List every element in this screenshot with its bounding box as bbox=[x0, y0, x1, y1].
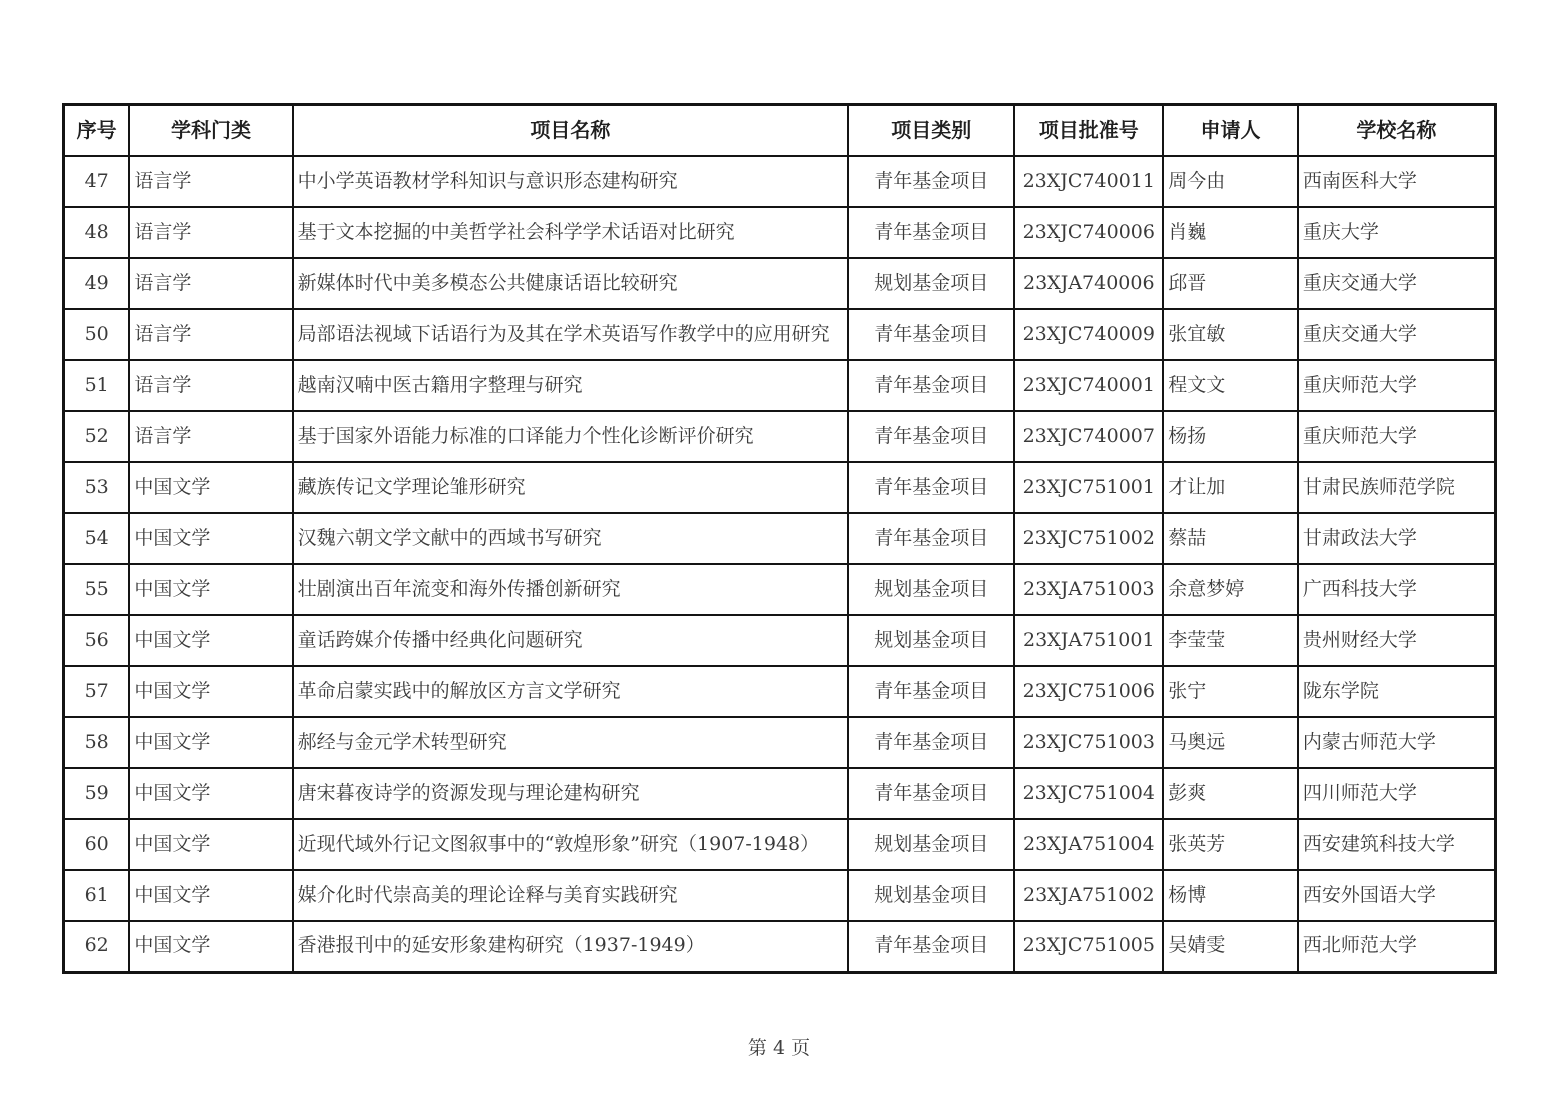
cell-index: 61 bbox=[64, 870, 130, 921]
cell-school-name: 甘肃政法大学 bbox=[1298, 513, 1496, 564]
cell-school-name: 甘肃民族师范学院 bbox=[1298, 462, 1496, 513]
cell-school-name: 重庆师范大学 bbox=[1298, 411, 1496, 462]
cell-project-name: 藏族传记文学理论雏形研究 bbox=[293, 462, 849, 513]
cell-project-name: 基于国家外语能力标准的口译能力个性化诊断评价研究 bbox=[293, 411, 849, 462]
col-header-project-type: 项目类别 bbox=[848, 105, 1014, 157]
cell-project-type: 规划基金项目 bbox=[848, 819, 1014, 870]
cell-index: 59 bbox=[64, 768, 130, 819]
cell-discipline: 中国文学 bbox=[129, 717, 292, 768]
cell-discipline: 语言学 bbox=[129, 411, 292, 462]
cell-approval-no: 23XJA740006 bbox=[1014, 258, 1163, 309]
cell-school-name: 广西科技大学 bbox=[1298, 564, 1496, 615]
cell-project-type: 规划基金项目 bbox=[848, 615, 1014, 666]
cell-approval-no: 23XJC751006 bbox=[1014, 666, 1163, 717]
cell-applicant: 邱晋 bbox=[1163, 258, 1298, 309]
cell-applicant: 程文文 bbox=[1163, 360, 1298, 411]
table-row bbox=[64, 207, 1496, 258]
table-row bbox=[64, 666, 1496, 717]
cell-index: 53 bbox=[64, 462, 130, 513]
cell-project-type: 青年基金项目 bbox=[848, 309, 1014, 360]
cell-discipline: 中国文学 bbox=[129, 615, 292, 666]
cell-project-type: 青年基金项目 bbox=[848, 921, 1014, 972]
table-row bbox=[64, 156, 1496, 207]
cell-approval-no: 23XJC751001 bbox=[1014, 462, 1163, 513]
cell-discipline: 语言学 bbox=[129, 207, 292, 258]
cell-project-type: 青年基金项目 bbox=[848, 411, 1014, 462]
table-row bbox=[64, 768, 1496, 819]
cell-discipline: 中国文学 bbox=[129, 768, 292, 819]
cell-discipline: 中国文学 bbox=[129, 564, 292, 615]
cell-approval-no: 23XJC751003 bbox=[1014, 717, 1163, 768]
table-row bbox=[64, 717, 1496, 768]
cell-project-name: 革命启蒙实践中的解放区方言文学研究 bbox=[293, 666, 849, 717]
cell-approval-no: 23XJA751001 bbox=[1014, 615, 1163, 666]
table-row bbox=[64, 462, 1496, 513]
cell-project-type: 青年基金项目 bbox=[848, 462, 1014, 513]
table-row bbox=[64, 411, 1496, 462]
cell-applicant: 周今由 bbox=[1163, 156, 1298, 207]
cell-project-name: 汉魏六朝文学文献中的西域书写研究 bbox=[293, 513, 849, 564]
cell-index: 47 bbox=[64, 156, 130, 207]
table-row bbox=[64, 819, 1496, 870]
col-header-discipline: 学科门类 bbox=[129, 105, 292, 157]
cell-school-name: 西南医科大学 bbox=[1298, 156, 1496, 207]
cell-applicant: 杨扬 bbox=[1163, 411, 1298, 462]
cell-school-name: 重庆交通大学 bbox=[1298, 309, 1496, 360]
cell-school-name: 西安外国语大学 bbox=[1298, 870, 1496, 921]
cell-applicant: 马奥远 bbox=[1163, 717, 1298, 768]
cell-project-type: 规划基金项目 bbox=[848, 564, 1014, 615]
cell-index: 56 bbox=[64, 615, 130, 666]
cell-discipline: 中国文学 bbox=[129, 666, 292, 717]
cell-project-type: 青年基金项目 bbox=[848, 156, 1014, 207]
cell-discipline: 语言学 bbox=[129, 360, 292, 411]
cell-project-name: 局部语法视域下话语行为及其在学术英语写作教学中的应用研究 bbox=[293, 309, 849, 360]
cell-school-name: 陇东学院 bbox=[1298, 666, 1496, 717]
cell-project-name: 媒介化时代崇高美的理论诠释与美育实践研究 bbox=[293, 870, 849, 921]
cell-school-name: 重庆大学 bbox=[1298, 207, 1496, 258]
cell-discipline: 中国文学 bbox=[129, 462, 292, 513]
cell-discipline: 中国文学 bbox=[129, 921, 292, 972]
col-header-index: 序号 bbox=[64, 105, 130, 157]
cell-approval-no: 23XJC751004 bbox=[1014, 768, 1163, 819]
table-row bbox=[64, 258, 1496, 309]
cell-project-type: 青年基金项目 bbox=[848, 717, 1014, 768]
cell-index: 54 bbox=[64, 513, 130, 564]
cell-approval-no: 23XJA751003 bbox=[1014, 564, 1163, 615]
cell-school-name: 西北师范大学 bbox=[1298, 921, 1496, 972]
cell-index: 49 bbox=[64, 258, 130, 309]
cell-project-type: 青年基金项目 bbox=[848, 768, 1014, 819]
cell-applicant: 张宜敏 bbox=[1163, 309, 1298, 360]
table-row bbox=[64, 921, 1496, 972]
cell-applicant: 杨博 bbox=[1163, 870, 1298, 921]
cell-approval-no: 23XJA751004 bbox=[1014, 819, 1163, 870]
table-row bbox=[64, 513, 1496, 564]
cell-discipline: 中国文学 bbox=[129, 819, 292, 870]
table-row bbox=[64, 564, 1496, 615]
cell-index: 58 bbox=[64, 717, 130, 768]
projects-table bbox=[62, 103, 1497, 974]
col-header-applicant: 申请人 bbox=[1163, 105, 1298, 157]
cell-approval-no: 23XJA751002 bbox=[1014, 870, 1163, 921]
cell-approval-no: 23XJC751002 bbox=[1014, 513, 1163, 564]
cell-approval-no: 23XJC740011 bbox=[1014, 156, 1163, 207]
cell-discipline: 语言学 bbox=[129, 156, 292, 207]
cell-approval-no: 23XJC740007 bbox=[1014, 411, 1163, 462]
cell-school-name: 重庆交通大学 bbox=[1298, 258, 1496, 309]
cell-project-name: 中小学英语教材学科知识与意识形态建构研究 bbox=[293, 156, 849, 207]
cell-project-type: 规划基金项目 bbox=[848, 870, 1014, 921]
col-header-approval-no: 项目批准号 bbox=[1014, 105, 1163, 157]
cell-approval-no: 23XJC740001 bbox=[1014, 360, 1163, 411]
table-header-row bbox=[64, 105, 1496, 157]
col-header-project-name: 项目名称 bbox=[293, 105, 849, 157]
cell-index: 60 bbox=[64, 819, 130, 870]
cell-index: 57 bbox=[64, 666, 130, 717]
cell-school-name: 西安建筑科技大学 bbox=[1298, 819, 1496, 870]
cell-project-type: 青年基金项目 bbox=[848, 207, 1014, 258]
cell-approval-no: 23XJC740006 bbox=[1014, 207, 1163, 258]
cell-applicant: 才让加 bbox=[1163, 462, 1298, 513]
cell-applicant: 肖巍 bbox=[1163, 207, 1298, 258]
table-row bbox=[64, 870, 1496, 921]
cell-discipline: 语言学 bbox=[129, 258, 292, 309]
cell-project-name: 壮剧演出百年流变和海外传播创新研究 bbox=[293, 564, 849, 615]
cell-school-name: 重庆师范大学 bbox=[1298, 360, 1496, 411]
cell-index: 51 bbox=[64, 360, 130, 411]
cell-discipline: 中国文学 bbox=[129, 870, 292, 921]
cell-applicant: 蔡喆 bbox=[1163, 513, 1298, 564]
cell-project-name: 香港报刊中的延安形象建构研究（1937-1949） bbox=[293, 921, 849, 972]
cell-applicant: 李莹莹 bbox=[1163, 615, 1298, 666]
cell-school-name: 四川师范大学 bbox=[1298, 768, 1496, 819]
cell-project-name: 童话跨媒介传播中经典化问题研究 bbox=[293, 615, 849, 666]
cell-school-name: 内蒙古师范大学 bbox=[1298, 717, 1496, 768]
cell-project-name: 新媒体时代中美多模态公共健康话语比较研究 bbox=[293, 258, 849, 309]
cell-project-name: 基于文本挖掘的中美哲学社会科学学术话语对比研究 bbox=[293, 207, 849, 258]
cell-project-type: 青年基金项目 bbox=[848, 360, 1014, 411]
cell-project-type: 青年基金项目 bbox=[848, 666, 1014, 717]
cell-discipline: 语言学 bbox=[129, 309, 292, 360]
cell-project-name: 郝经与金元学术转型研究 bbox=[293, 717, 849, 768]
col-header-school-name: 学校名称 bbox=[1298, 105, 1496, 157]
cell-applicant: 吴婧雯 bbox=[1163, 921, 1298, 972]
cell-project-name: 越南汉喃中医古籍用字整理与研究 bbox=[293, 360, 849, 411]
cell-applicant: 彭爽 bbox=[1163, 768, 1298, 819]
page-number: 第 4 页 bbox=[747, 1037, 811, 1059]
cell-project-name: 唐宋暮夜诗学的资源发现与理论建构研究 bbox=[293, 768, 849, 819]
cell-discipline: 中国文学 bbox=[129, 513, 292, 564]
table-row bbox=[64, 615, 1496, 666]
cell-approval-no: 23XJC751005 bbox=[1014, 921, 1163, 972]
cell-applicant: 余意梦婷 bbox=[1163, 564, 1298, 615]
cell-applicant: 张英芳 bbox=[1163, 819, 1298, 870]
cell-applicant: 张宁 bbox=[1163, 666, 1298, 717]
cell-project-name: 近现代域外行记文图叙事中的“敦煌形象”研究（1907-1948） bbox=[293, 819, 849, 870]
table-row bbox=[64, 360, 1496, 411]
cell-index: 62 bbox=[64, 921, 130, 972]
cell-index: 48 bbox=[64, 207, 130, 258]
cell-approval-no: 23XJC740009 bbox=[1014, 309, 1163, 360]
cell-school-name: 贵州财经大学 bbox=[1298, 615, 1496, 666]
cell-index: 52 bbox=[64, 411, 130, 462]
cell-index: 55 bbox=[64, 564, 130, 615]
table-row bbox=[64, 309, 1496, 360]
cell-index: 50 bbox=[64, 309, 130, 360]
cell-project-type: 规划基金项目 bbox=[848, 258, 1014, 309]
cell-project-type: 青年基金项目 bbox=[848, 513, 1014, 564]
